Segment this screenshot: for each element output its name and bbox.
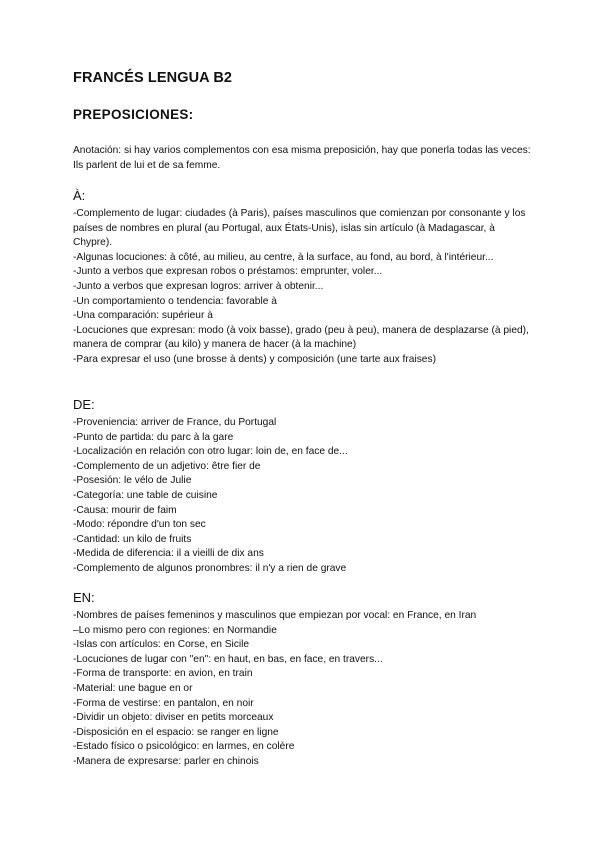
- list-item: –Lo mismo pero con regiones: en Normandie: [73, 624, 277, 636]
- list-item: -Posesión: le vélo de Julie: [73, 475, 192, 487]
- list-item: -Junto a verbos que expresan robos o préstamos: emprunter, voler...: [73, 266, 383, 278]
- list-item: -Complemento de algunos pronombres: il n'y a rien de grave: [73, 562, 347, 574]
- list-item: -Dividir un objeto: diviser en petits morceaux: [73, 712, 274, 724]
- list-item: -Complemento de un adjetivo: être fier de: [73, 460, 261, 472]
- list-item: -Manera de expresarse: parler en chinois: [73, 755, 259, 767]
- list-item: -Algunas locuciones: à côté, au milieu, au centre, à la surface, au fond, au bord, à l'intérieur...: [73, 251, 494, 263]
- section-de: [73, 397, 533, 577]
- list-item: -Un comportamiento o tendencia: favorable à: [73, 295, 277, 307]
- list-item: -Disposición en el espacio: se ranger en ligne: [73, 726, 279, 738]
- list-item: -Una comparación: supérieur à: [73, 310, 213, 322]
- list-item: -Modo: répondre d'un ton sec: [73, 519, 206, 531]
- list-item: -Cantidad: un kilo de fruits: [73, 533, 192, 545]
- list-item: -Medida de diferencia: il a vieilli de dix ans: [73, 548, 264, 560]
- list-item: -Forma de transporte: en avion, en train: [73, 668, 253, 680]
- list-item: -Islas con artículos: en Corse, en Sicile: [73, 639, 250, 651]
- list-item: -Nombres de países femeninos y masculinos que empiezan por vocal: en France, en Iran: [73, 610, 477, 621]
- annotation-note: Anotación: si hay varios complementos con esa misma preposición, hay que ponerla todas las veces: Ils parlent de lui et de sa femme.: [73, 145, 531, 171]
- list-item: -Para expresar el uso (une brosse à dents) y composición (une tarte aux fraises): [73, 353, 436, 365]
- list-item: -Junto a verbos que expresan logros: arriver à obtenir...: [73, 280, 324, 292]
- list-item: -Categoría: une table de cuisine: [73, 489, 218, 501]
- section-heading: EN:: [73, 590, 95, 605]
- list-item: -Localización en relación con otro lugar: loin de, en face de...: [73, 446, 348, 458]
- section-heading: DE:: [73, 397, 95, 412]
- list-item: -Locuciones que expresan: modo (à voix basse), grado (peu à peu), manera de desplazarse (à pied), manera de comprar (au kilo) y manera de hacer (à la machine): [73, 324, 529, 351]
- list-item: -Material: une bague en or: [73, 682, 193, 694]
- list-item: -Punto de partida: du parc à la gare: [73, 431, 234, 443]
- list-item: -Complemento de lugar: ciudades (à Paris), países masculinos que comienzan por consonante y los países de nombres en plural (au Portugal, aux États-Unis), islas sin artículo (à Madagascar, à Chypre).: [73, 208, 526, 249]
- section-a: [73, 188, 533, 368]
- list-item: -Locuciones de lugar con "en": en haut, en bas, en face, en travers...: [73, 653, 383, 665]
- list-item: -Forma de vestirse: en pantalon, en noir: [73, 697, 254, 709]
- page-title: FRANCÉS LENGUA B2: [73, 70, 233, 86]
- section-heading: À:: [73, 188, 86, 203]
- list-item: -Proveniencia: arriver de France, du Portugal: [73, 417, 277, 428]
- list-item: -Causa: mourir de faim: [73, 504, 177, 516]
- section-en: [73, 590, 533, 770]
- page-subtitle: PREPOSICIONES:: [73, 107, 194, 122]
- list-item: -Estado físico o psicológico: en larmes, en colère: [73, 741, 295, 753]
